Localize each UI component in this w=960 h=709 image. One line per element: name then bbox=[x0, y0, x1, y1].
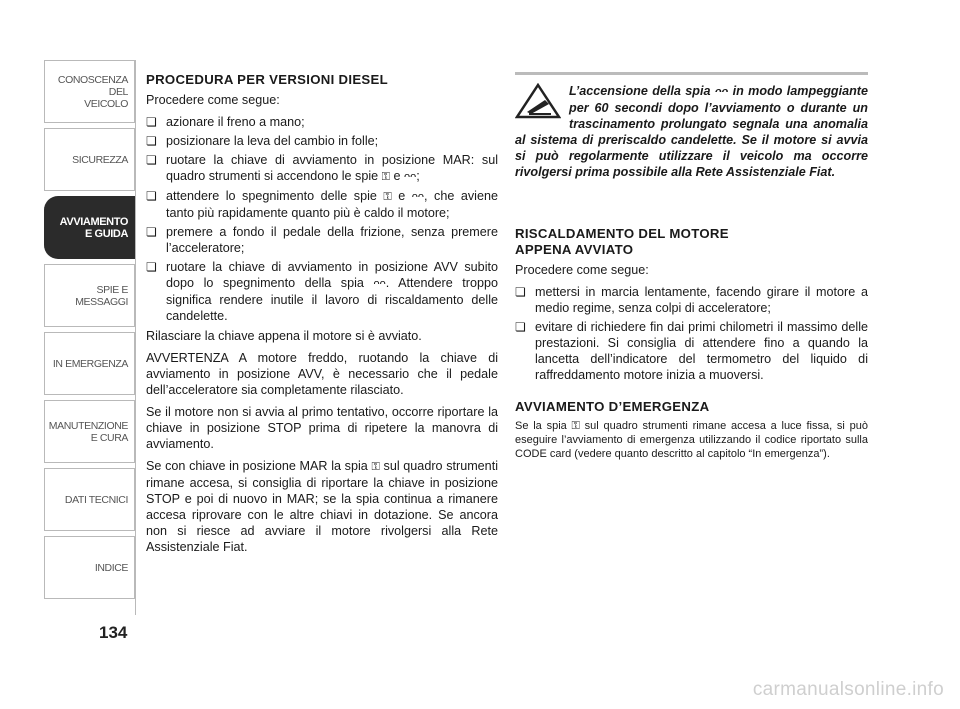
tab-spie[interactable] bbox=[44, 264, 135, 327]
tab-label: CONOSCENZA DEL VEICOLO bbox=[57, 73, 128, 110]
right-column bbox=[515, 72, 868, 467]
emergency-text: Se la spia ⚿ sul quadro strumenti rimane accesa a luce fissa, si può eseguire l’avviamento di emergenza utilizzando il codice riportato sulla CODE card (vedere quanto descritto al capitolo “In emergenza”). bbox=[515, 420, 868, 460]
warning-triangle-icon bbox=[515, 83, 561, 119]
tab-label: AVVIAMENTO E GUIDA bbox=[59, 215, 128, 240]
retry-text: Se il motore non si avvia al primo tentativo, occorre riportare la chiave in posizione STOP prima di ripetere la manovra di avviamento. bbox=[146, 405, 498, 451]
list-item: ❏ ruotare la chiave di avviamento in posizione MAR: sul quadro strumenti si accendono le spie ⚿ e ᴖᴖ; bbox=[146, 152, 498, 185]
tab-label: MANUTENZIONE E CURA bbox=[48, 419, 128, 444]
code-text: Se con chiave in posizione MAR la spia ⚿ sul quadro strumenti rimane accesa, si consiglia di riportare la chiave in posizione STOP e poi di nuovo in MAR; se la spia continua a rimanere accesa riprovare con le altre chiavi in dotazione. Se ancora non si riesce ad avviare il motore rivolgersi alla Rete Assistenziale Fiat. bbox=[146, 459, 498, 554]
list-item: ❏ ruotare la chiave di avviamento in posizione AVV subito dopo lo spegnimento della spia ᴖᴖ. Attendere troppo significa rendere inutile il lavoro di riscaldamento delle candelette. bbox=[146, 259, 498, 324]
immobilizer-car-key-icon: ⚿ bbox=[381, 171, 390, 183]
tab-label: SPIE E MESSAGGI bbox=[75, 283, 128, 308]
glow-plug-icon: ᴖᴖ bbox=[404, 171, 417, 183]
list-item: ❏ azionare il freno a mano; bbox=[146, 114, 498, 130]
immobilizer-car-key-icon: ⚿ bbox=[571, 420, 580, 432]
warning-box bbox=[515, 72, 868, 180]
chapter-sidebar bbox=[44, 60, 135, 604]
tab-avviamento[interactable] bbox=[44, 196, 135, 259]
list-item: ❏ mettersi in marcia lentamente, facendo girare il motore a medio regime, senza colpi di acceleratore; bbox=[515, 284, 868, 316]
tab-divider bbox=[135, 60, 136, 615]
tab-sicurezza[interactable] bbox=[44, 128, 135, 191]
immobilizer-car-key-icon: ⚿ bbox=[371, 461, 380, 473]
tab-label: DATI TECNICI bbox=[64, 493, 128, 506]
page-number: 134 bbox=[99, 623, 128, 642]
list-item: ❏ evitare di richiedere fin dai primi chilometri il massimo delle prestazioni. Si consiglia di attendere fino a quando la lancetta dell’indicatore del termometro del liquido di raffreddamento motore inizia a muoversi. bbox=[515, 319, 868, 383]
warning-text: L’accensione della spia ᴖᴖ in modo lampeggiante per 60 secondi dopo l’avviamento o durante un trascinamento prolungato segnala una anomalia al sistema di preriscaldo candelette. Se il motore si avvia si può regolarmente utilizzare il veicolo ma occorre rivolgersi prima possibile alla Rete Assistenziale Fiat. bbox=[515, 84, 868, 179]
list-item: ❏ attendere lo spegnimento delle spie ⚿ e ᴖᴖ, che aviene tanto più rapidamente quanto più è caldo il motore; bbox=[146, 188, 498, 221]
immobilizer-car-key-icon: ⚿ bbox=[383, 191, 392, 203]
glow-plug-icon: ᴖᴖ bbox=[714, 86, 729, 98]
intro-text: Procedere come segue: bbox=[515, 263, 649, 277]
watermark: carmanualsonline.info bbox=[752, 679, 944, 700]
diesel-steps bbox=[146, 114, 498, 324]
section-title-emergency: AVVIAMENTO D’EMERGENZA bbox=[515, 399, 710, 414]
glow-plug-icon: ᴖᴖ bbox=[373, 278, 386, 290]
tab-label: INDICE bbox=[94, 561, 128, 574]
list-item: ❏ premere a fondo il pedale della frizione, senza premere l’acceleratore; bbox=[146, 224, 498, 256]
tab-dati-tecnici[interactable] bbox=[44, 468, 135, 531]
intro-text: Procedere come segue: bbox=[146, 93, 280, 107]
heating-steps bbox=[515, 284, 868, 383]
tab-manutenzione[interactable] bbox=[44, 400, 135, 463]
section-title-heating: RISCALDAMENTO DEL MOTORE APPENA AVVIATO bbox=[515, 226, 729, 257]
cold-engine-warning: AVVERTENZA A motore freddo, ruotando la chiave di avviamento in posizione AVV, è necessario che il pedale dell’acceleratore sia completamente rilasciato. bbox=[146, 351, 498, 397]
section-title-diesel: PROCEDURA PER VERSIONI DIESEL bbox=[146, 72, 388, 87]
glow-plug-icon: ᴖᴖ bbox=[411, 191, 425, 203]
tab-label: SICUREZZA bbox=[72, 153, 128, 166]
tab-emergenza[interactable] bbox=[44, 332, 135, 395]
tab-label: IN EMERGENZA bbox=[52, 357, 128, 370]
left-column bbox=[146, 72, 498, 561]
list-item: ❏ posizionare la leva del cambio in folle; bbox=[146, 133, 498, 149]
tab-conoscenza[interactable] bbox=[44, 60, 135, 123]
tab-indice[interactable] bbox=[44, 536, 135, 599]
release-text: Rilasciare la chiave appena il motore si è avviato. bbox=[146, 329, 422, 343]
